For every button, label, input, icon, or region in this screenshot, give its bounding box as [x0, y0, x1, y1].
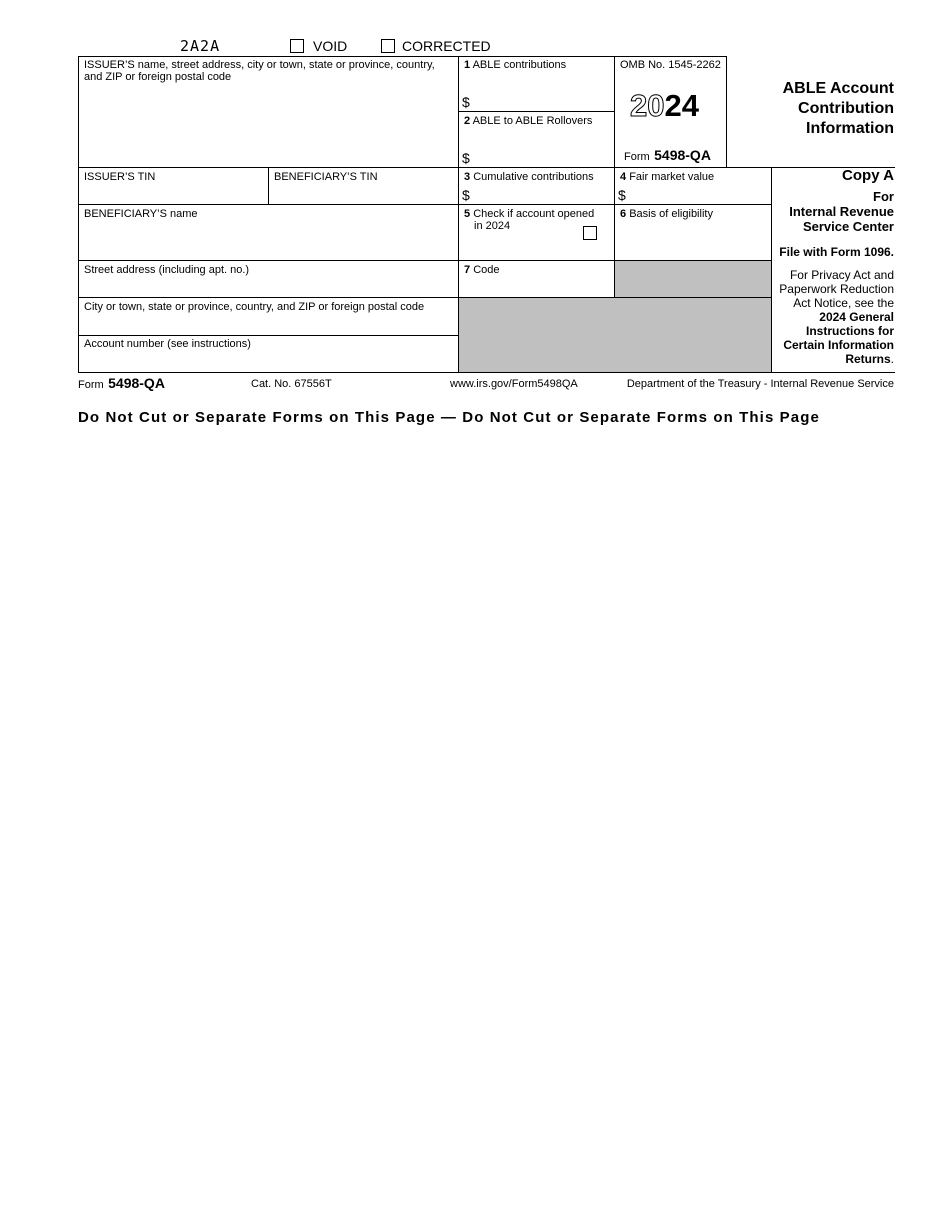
box6-label: 6 Basis of eligibility — [620, 208, 713, 220]
irs-url: www.irs.gov/Form5498QA — [450, 378, 578, 390]
tax-year: 2024 — [630, 88, 699, 123]
form-code: 2A2A — [180, 37, 221, 55]
box4-label: 4 Fair market value — [620, 171, 715, 183]
account-number-label: Account number (see instructions) — [84, 338, 251, 350]
cat-number: Cat. No. 67556T — [251, 378, 332, 390]
footer-form-number: Form 5498-QA — [78, 375, 165, 391]
file-with-note: File with Form 1096. — [779, 245, 894, 259]
issuer-name-label: ISSUER’S name, street address, city or town, state or province, country, and ZIP or foreign postal code — [84, 59, 435, 83]
box7-label: 7 Code — [464, 264, 500, 276]
beneficiary-name-label: BENEFICIARY’S name — [84, 208, 198, 220]
department-label: Department of the Treasury - Internal Revenue Service — [626, 378, 894, 390]
shaded-area — [615, 261, 771, 297]
corrected-label: CORRECTED — [402, 38, 491, 54]
account-opened-checkbox[interactable] — [583, 226, 597, 240]
form-title: ABLE Account Contribution Information — [782, 80, 894, 137]
privacy-notice: For Privacy Act and Paperwork Reduction Act Notice, see the 2024 General Instructions for Certain Information Returns. — [779, 268, 894, 366]
city-label: City or town, state or province, country, and ZIP or foreign postal code — [84, 301, 425, 313]
box3-dollar: $ — [462, 187, 470, 203]
corrected-checkbox[interactable] — [381, 39, 395, 53]
shaded-area — [459, 298, 771, 372]
do-not-cut-notice: Do Not Cut or Separate Forms on This Page — Do Not Cut or Separate Forms on This Page — [78, 409, 820, 426]
box2-label: 2 ABLE to ABLE Rollovers — [464, 115, 593, 127]
box5-label: 5 Check if account opened in 2024 — [464, 208, 595, 232]
beneficiary-tin-label: BENEFICIARY’S TIN — [274, 171, 378, 183]
void-label: VOID — [313, 38, 348, 54]
box1-dollar: $ — [462, 94, 470, 110]
street-address-label: Street address (including apt. no.) — [84, 264, 250, 276]
box1-label: 1 ABLE contributions — [464, 59, 567, 71]
issuer-tin-label: ISSUER’S TIN — [84, 171, 156, 183]
box2-dollar: $ — [462, 150, 470, 166]
omb-number: OMB No. 1545-2262 — [620, 59, 721, 71]
void-checkbox[interactable] — [290, 39, 304, 53]
box4-dollar: $ — [618, 187, 626, 203]
copy-a-recipient: For Internal Revenue Service Center — [789, 189, 894, 234]
copy-a-label: Copy A — [842, 167, 894, 184]
omb-form-number: Form 5498-QA — [624, 147, 711, 163]
box3-label: 3 Cumulative contributions — [464, 171, 594, 183]
